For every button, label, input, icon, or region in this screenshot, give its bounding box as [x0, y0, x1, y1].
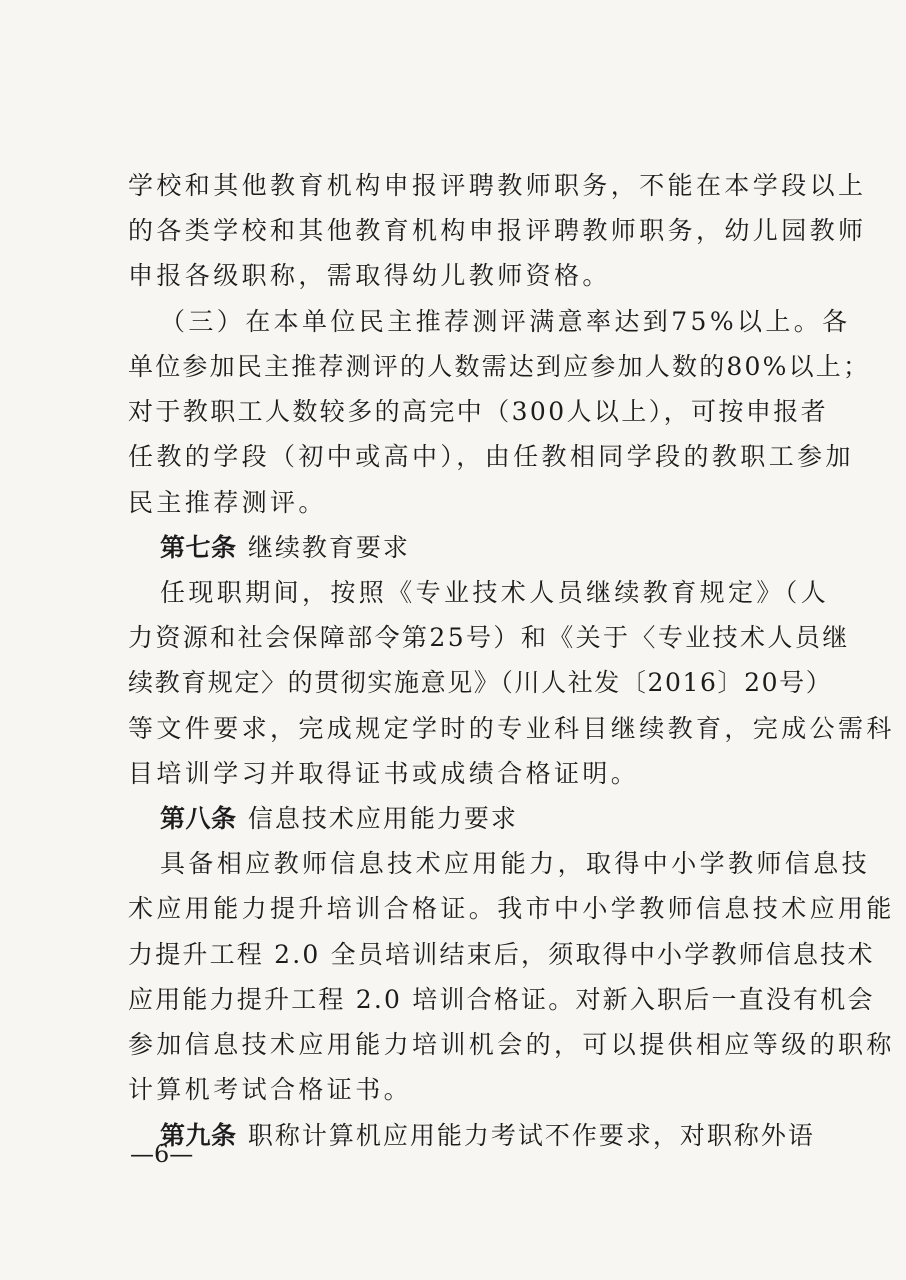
article-7-title: 继续教育要求: [247, 533, 410, 562]
paragraph-line: 计算机考试合格证书。: [128, 1075, 413, 1104]
article-8-heading: [160, 802, 778, 836]
article-9-text: 职称计算机应用能力考试不作要求，对职称外语: [247, 1121, 815, 1150]
paragraph-line: 的各类学校和其他教育机构申报评聘教师职务，幼儿园教师: [128, 216, 867, 245]
paragraph-line: 续教育规定〉的贯彻实施意见》（川人社发〔2016〕20号）: [128, 668, 833, 697]
paragraph-line: 术应用能力提升培训合格证。我市中小学教师信息技术应用能: [128, 894, 895, 923]
paragraph-line: 单位参加民主推荐测评的人数需达到应参加人数的80%以上；: [128, 352, 871, 381]
paragraph-line: 力资源和社会保障部令第25号）和《关于〈专业技术人员继: [128, 623, 850, 652]
paragraph-line: 对于教职工人数较多的高完中（300人以上），可按申报者: [128, 397, 829, 426]
paragraph-line: 任教的学段（初中或高中），由任教相同学段的教职工参加: [128, 442, 854, 471]
paragraph-line: （三）在本单位民主推荐测评满意率达到75%以上。各: [160, 307, 851, 336]
page-number: —6—: [130, 1140, 194, 1168]
paragraph-line: 学校和其他教育机构申报评聘教师职务，不能在本学段以上: [128, 171, 867, 200]
article-9-number: 第九条: [160, 1121, 237, 1150]
article-8-title: 信息技术应用能力要求: [247, 804, 518, 833]
paragraph-line: 民主推荐测评。: [128, 488, 327, 517]
paragraph-line: 申报各级职称，需取得幼儿教师资格。: [128, 261, 611, 290]
paragraph-line: 任现职期间，按照《专业技术人员继续教育规定》（人: [160, 578, 830, 607]
paragraph-line: 应用能力提升工程 2.0 培训合格证。对新入职后一直没有机会: [128, 985, 875, 1014]
paragraph-line: 力提升工程 2.0 全员培训结束后，须取得中小学教师信息技术: [128, 940, 875, 969]
article-7-heading: [160, 531, 778, 565]
paragraph-line: 具备相应教师信息技术应用能力，取得中小学教师信息技: [160, 849, 871, 878]
paragraph-line: 等文件要求，完成规定学时的专业科目继续教育，完成公需科: [128, 714, 895, 743]
paragraph-line: 目培训学习并取得证书或成绩合格证明。: [128, 759, 640, 788]
article-8-number: 第八条: [160, 804, 237, 833]
paragraph-line: 参加信息技术应用能力培训机会的，可以提供相应等级的职称: [128, 1030, 895, 1059]
article-7-number: 第七条: [160, 533, 237, 562]
article-9-heading: [160, 1119, 815, 1153]
